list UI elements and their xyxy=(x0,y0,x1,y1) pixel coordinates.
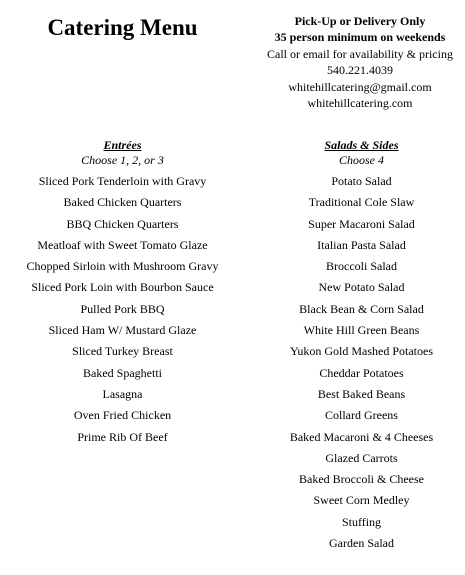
side-item: Potato Salad xyxy=(331,174,392,188)
minimum-notice: 35 person minimum on weekends xyxy=(274,30,446,45)
side-item: Traditional Cole Slaw xyxy=(308,195,415,210)
side-item: New Potato Salad xyxy=(318,280,405,295)
entrees-list xyxy=(0,171,245,448)
entree-item: Baked Spaghetti xyxy=(83,365,162,380)
entree-item: Sliced Turkey Breast xyxy=(72,344,173,359)
side-item: Cheddar Potatoes xyxy=(319,365,404,380)
sides-list xyxy=(255,171,465,554)
sides-column xyxy=(255,137,465,554)
entree-item: Sliced Pork Tenderloin with Gravy xyxy=(38,174,207,188)
entree-item: Lasagna xyxy=(102,386,143,401)
entree-item: Chopped Sirloin with Mushroom Gravy xyxy=(26,259,219,274)
side-item: Best Baked Beans xyxy=(317,386,406,401)
side-item: Baked Broccoli & Cheese xyxy=(299,472,424,487)
entree-item: Pulled Pork BBQ xyxy=(80,301,165,316)
side-item: Baked Macaroni & 4 Cheeses xyxy=(289,429,434,444)
availability-note: Call or email for availability & pricing xyxy=(267,46,453,61)
side-item: Yukon Gold Mashed Potatoes xyxy=(290,344,433,359)
entree-item: Oven Fried Chicken xyxy=(73,408,172,423)
contact-info xyxy=(255,13,465,111)
entrees-heading: Entrées xyxy=(103,138,142,152)
page-title: Catering Menu xyxy=(47,15,198,40)
entrees-subheading: Choose 1, 2, or 3 xyxy=(81,153,164,167)
entree-item: Baked Chicken Quarters xyxy=(63,195,182,210)
side-item: Sweet Corn Medley xyxy=(313,493,410,508)
entree-item: Sliced Pork Loin with Bourbon Sauce xyxy=(31,280,214,295)
entree-item: Meatloaf with Sweet Tomato Glaze xyxy=(37,237,208,252)
side-item: White Hill Green Beans xyxy=(303,323,420,338)
side-item: Black Bean & Corn Salad xyxy=(299,301,424,316)
side-item: Super Macaroni Salad xyxy=(308,216,415,231)
phone-number: 540.221.4039 xyxy=(327,63,393,78)
side-item: Glazed Carrots xyxy=(325,450,398,465)
entrees-column xyxy=(0,137,245,448)
service-type: Pick-Up or Delivery Only xyxy=(294,14,426,28)
side-item: Italian Pasta Salad xyxy=(317,237,406,252)
side-item: Garden Salad xyxy=(329,536,394,551)
side-item: Stuffing xyxy=(341,514,382,529)
email-address: whitehillcatering@gmail.com xyxy=(288,79,432,94)
entree-item: Prime Rib Of Beef xyxy=(77,429,168,444)
entree-item: BBQ Chicken Quarters xyxy=(66,216,179,231)
entree-item: Sliced Ham W/ Mustard Glaze xyxy=(48,323,197,338)
side-item: Broccoli Salad xyxy=(326,259,397,274)
website: whitehillcatering.com xyxy=(307,96,413,111)
sides-subheading: Choose 4 xyxy=(339,153,384,167)
side-item: Collard Greens xyxy=(325,408,398,423)
sides-heading: Salads & Sides xyxy=(324,138,399,152)
